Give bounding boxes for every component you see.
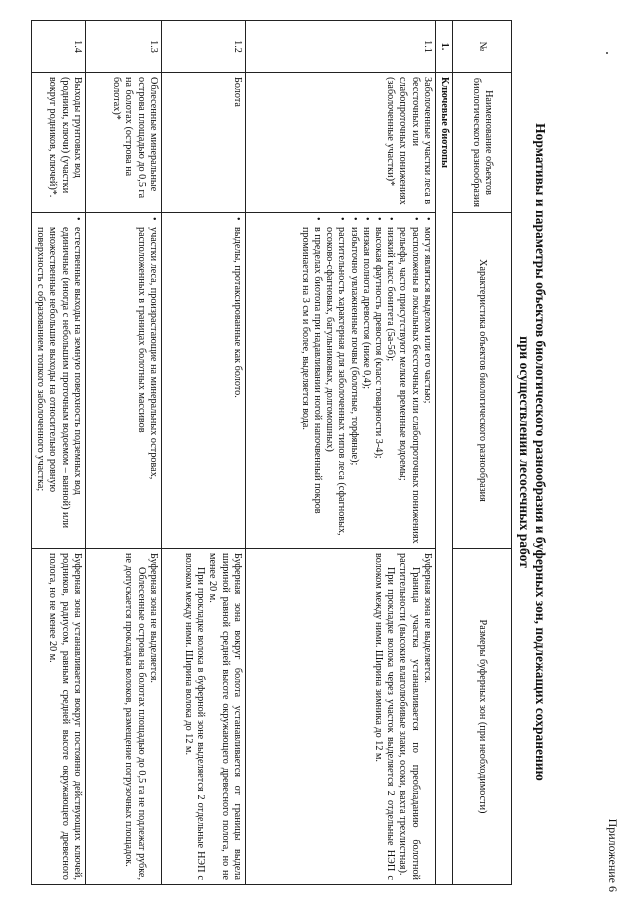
rotated-document-page — [20, 12, 620, 892]
title-line-1: Нормативы и параметры объектов биологического разнообразия и буферных зон, подлежащих сохранению — [533, 123, 548, 781]
row-characteristics — [161, 213, 245, 549]
row-characteristics — [245, 213, 435, 549]
list-item: • высокая фаутность древостоя (класс товарности 3-4); — [372, 217, 384, 544]
list-item: • низкий класс бонитета (5а-5б); — [384, 217, 396, 544]
row-buffer — [161, 549, 245, 885]
row-buffer — [85, 549, 161, 885]
section-num: 1. — [435, 21, 452, 73]
table-row — [85, 21, 161, 885]
list-item: • низкая полнота древостоя (ниже 0,4); — [360, 217, 372, 544]
table-row — [245, 21, 435, 885]
buffer-text: Буферная зона не выделяется. — [421, 553, 433, 683]
list-item: • участки леса, произрастающие на минеральных островах, расположенных в границах болотных массивов — [134, 217, 158, 544]
row-name: Выходы грунтовых вод (родники, ключи) (участки вокруг родников, ключей)*. — [31, 73, 85, 213]
row-buffer — [31, 549, 85, 885]
table-row — [161, 21, 245, 885]
buffer-text: Граница участка устанавливается по преобладанию болотной растительности (высокие влаголюбивые злаки, осоки, вахта трехлистная). — [397, 553, 421, 880]
row-name: Облесенные минеральные острова площадью до 0,5 га на болотах (острова на болотах)* — [85, 73, 161, 213]
table-row — [31, 21, 85, 885]
list-item: • растительность характерная для заболоченных типов леса (сфагновых, осоково-сфагновых, багульниковых, долгомошных) — [323, 217, 347, 544]
list-item: • выделы, протаксированные как болото. — [231, 217, 243, 544]
buffer-text: Облесенные острова на болотах площадью до 0,5 га не подлежат рубке, не допускается прокладка волоков, размещение погрузочных площадок. — [123, 553, 147, 880]
appendix-label: Приложение 6 — [606, 818, 620, 892]
buffer-text: При прокладке волока через участок выделяется 2 отдельные НЭП с волоком между ними. Ширина зимника до 12 м. — [372, 553, 397, 880]
row-characteristics — [85, 213, 161, 549]
header-num: № — [453, 21, 512, 73]
header-characteristics: Характеристика объектов биологического разнообразия — [453, 213, 512, 549]
header-buffer: Размеры буферных зон (при необходимости) — [453, 549, 512, 885]
buffer-text: Буферная зона вокруг болота устанавливается от границы выдела шириной равной средней высоте окружающего древесного полога, но не менее 20 м. — [207, 553, 243, 880]
section-label: Ключевые биотопы — [435, 73, 452, 885]
row-characteristics — [31, 213, 85, 549]
scan-speck — [606, 52, 608, 54]
biodiversity-table — [31, 20, 512, 885]
list-item: • в пределах биотопа при надавливании ногой напочвенный покров проминается на 3 см и более, выделяется вода. — [299, 217, 323, 544]
list-item: • расположены в локальных бессточных или слабопроточных понижениях рельефа, часто присутствуют мелкие временные водоемы; — [396, 217, 420, 544]
row-num: 1.4 — [31, 21, 85, 73]
row-buffer — [245, 549, 435, 885]
buffer-text: Буферная зона устанавливается вокруг постоянно действующих ключей, родников, радиусом, равным средней высоте окружающего древесного полога, но не менее 20 м. — [47, 553, 83, 880]
document-title — [516, 52, 548, 852]
list-item: • могут являться выделом или его частью; — [421, 217, 433, 544]
buffer-text: Буферная зона не выделяется. — [147, 553, 159, 683]
table-header-row — [453, 21, 512, 885]
row-name: Болота — [161, 73, 245, 213]
section-row — [435, 21, 452, 885]
title-line-2: при осуществлении лесосечных работ — [517, 336, 532, 568]
row-name: Заболоченные участки леса в бессточных или слабопроточных понижениях (заболоченные участки)* — [245, 73, 435, 213]
buffer-text: При прокладке волока в буферной зоне выделяется 2 отдельные НЭП с волоком между ними. Ширина волока до 12 м. — [182, 553, 207, 880]
list-item: • естественные выходы на земную поверхность подземных вод единичные (иногда с небольшим проточным водоемом – ванной) или множественные небольшие выходы на относительно ровную поверхность с образованием топкого заболоченного участка; — [34, 217, 83, 544]
list-item: • избыточно увлажненные почвы (болотные, торфяные); — [347, 217, 359, 544]
header-name: Наименование объектов биологического разнообразия — [453, 73, 512, 213]
row-num: 1.3 — [85, 21, 161, 73]
row-num: 1.2 — [161, 21, 245, 73]
row-num: 1.1 — [245, 21, 435, 73]
